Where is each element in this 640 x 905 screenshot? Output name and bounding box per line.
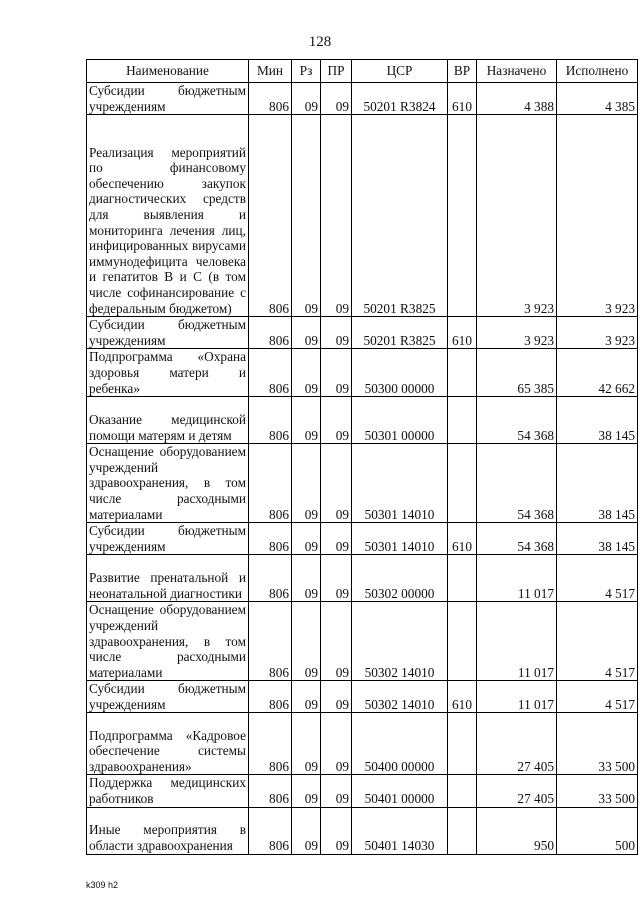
footer-code: k309 h2: [86, 880, 119, 890]
row-csr-cell: 50302 14010: [352, 681, 448, 713]
row-csr-cell: 50301 00000: [352, 397, 448, 444]
row-pr-cell: 09: [321, 602, 352, 681]
row-executed-cell: 4 517: [557, 555, 638, 602]
row-name-cell: Иные мероприятия в области здравоохранения: [87, 807, 249, 854]
row-csr-cell: 50201 R3824: [352, 83, 448, 115]
row-csr-cell: 50301 14010: [352, 444, 448, 523]
row-min-cell: 806: [249, 602, 292, 681]
row-min-cell: 806: [249, 444, 292, 523]
row-pr-cell: 09: [321, 317, 352, 349]
header-executed: Исполнено: [557, 60, 638, 83]
row-name-cell: Поддержка медицинских работников: [87, 775, 249, 807]
row-rz-cell: 09: [292, 807, 321, 854]
header-min: Мин: [249, 60, 292, 83]
row-pr-cell: 09: [321, 681, 352, 713]
row-assigned-cell: 54 368: [477, 523, 557, 555]
row-csr-cell: 50302 14010: [352, 602, 448, 681]
row-vr-cell: 610: [448, 83, 477, 115]
row-csr-cell: 50301 14010: [352, 523, 448, 555]
row-rz-cell: 09: [292, 444, 321, 523]
row-assigned-cell: 3 923: [477, 317, 557, 349]
row-rz-cell: 09: [292, 681, 321, 713]
row-rz-cell: 09: [292, 349, 321, 397]
row-assigned-cell: 11 017: [477, 681, 557, 713]
budget-table: [86, 59, 638, 855]
row-min-cell: 806: [249, 555, 292, 602]
table-row: [87, 317, 638, 349]
row-assigned-cell: 3 923: [477, 115, 557, 317]
row-csr-cell: 50302 00000: [352, 555, 448, 602]
row-executed-cell: 4 517: [557, 602, 638, 681]
row-vr-cell: [448, 807, 477, 854]
row-executed-cell: 38 145: [557, 397, 638, 444]
row-min-cell: 806: [249, 807, 292, 854]
row-executed-cell: 33 500: [557, 775, 638, 807]
row-vr-cell: [448, 555, 477, 602]
row-vr-cell: [448, 602, 477, 681]
row-pr-cell: 09: [321, 713, 352, 775]
row-executed-cell: 3 923: [557, 115, 638, 317]
header-vr: ВР: [448, 60, 477, 83]
header-name: Наименование: [87, 60, 249, 83]
row-rz-cell: 09: [292, 83, 321, 115]
row-min-cell: 806: [249, 397, 292, 444]
row-min-cell: 806: [249, 713, 292, 775]
row-min-cell: 806: [249, 775, 292, 807]
table-row: [87, 115, 638, 317]
table-row: [87, 444, 638, 523]
row-rz-cell: 09: [292, 555, 321, 602]
row-executed-cell: 4 517: [557, 681, 638, 713]
row-csr-cell: 50300 00000: [352, 349, 448, 397]
row-assigned-cell: 54 368: [477, 397, 557, 444]
row-name-cell: Субсидии бюджетным учреждениям: [87, 317, 249, 349]
row-csr-cell: 50401 00000: [352, 775, 448, 807]
row-pr-cell: 09: [321, 349, 352, 397]
row-vr-cell: 610: [448, 523, 477, 555]
table-row: [87, 602, 638, 681]
row-name-cell: Оказание медицинской помощи матерям и детям: [87, 397, 249, 444]
row-name-cell: Оснащение оборудованием учреждений здравоохранения, в том числе расходными материалами: [87, 444, 249, 523]
row-executed-cell: 38 145: [557, 523, 638, 555]
table-row: [87, 555, 638, 602]
table-row: [87, 83, 638, 115]
table-row: [87, 807, 638, 854]
row-assigned-cell: 950: [477, 807, 557, 854]
row-assigned-cell: 65 385: [477, 349, 557, 397]
row-pr-cell: 09: [321, 807, 352, 854]
row-vr-cell: [448, 349, 477, 397]
table-row: [87, 349, 638, 397]
row-assigned-cell: 11 017: [477, 602, 557, 681]
row-min-cell: 806: [249, 681, 292, 713]
row-min-cell: 806: [249, 115, 292, 317]
row-name-cell: Подпрограмма «Кадровое обеспечение системы здравоохранения»: [87, 713, 249, 775]
row-pr-cell: 09: [321, 83, 352, 115]
row-vr-cell: [448, 444, 477, 523]
row-executed-cell: 3 923: [557, 317, 638, 349]
row-pr-cell: 09: [321, 115, 352, 317]
row-name-cell: Подпрограмма «Охрана здоровья матери и ребенка»: [87, 349, 249, 397]
row-csr-cell: 50201 R3825: [352, 317, 448, 349]
row-min-cell: 806: [249, 83, 292, 115]
row-name-cell: Оснащение оборудованием учреждений здравоохранения, в том числе расходными материалами: [87, 602, 249, 681]
row-name-cell: Субсидии бюджетным учреждениям: [87, 681, 249, 713]
row-rz-cell: 09: [292, 602, 321, 681]
row-csr-cell: 50401 14030: [352, 807, 448, 854]
row-rz-cell: 09: [292, 523, 321, 555]
row-pr-cell: 09: [321, 523, 352, 555]
row-executed-cell: 4 385: [557, 83, 638, 115]
row-executed-cell: 38 145: [557, 444, 638, 523]
row-vr-cell: 610: [448, 681, 477, 713]
row-executed-cell: 500: [557, 807, 638, 854]
row-min-cell: 806: [249, 317, 292, 349]
row-rz-cell: 09: [292, 397, 321, 444]
page-number: 128: [308, 34, 332, 50]
row-assigned-cell: 54 368: [477, 444, 557, 523]
row-assigned-cell: 4 388: [477, 83, 557, 115]
table-row: [87, 775, 638, 807]
table-row: [87, 523, 638, 555]
table-header-row: [87, 60, 638, 83]
table-row: [87, 397, 638, 444]
row-name-cell: Субсидии бюджетным учреждениям: [87, 83, 249, 115]
row-name-cell: Реализация мероприятий по финансовому обеспечению закупок диагностических средств для выявления и мониторинга лечения лиц, инфицированных вирусами иммунодефицита человека и гепатитов В и С (в том числе софинансирование с федеральным бюджетом): [87, 115, 249, 317]
row-pr-cell: 09: [321, 397, 352, 444]
row-rz-cell: 09: [292, 115, 321, 317]
header-assigned: Назначено: [477, 60, 557, 83]
row-csr-cell: 50201 R3825: [352, 115, 448, 317]
table-row: [87, 713, 638, 775]
header-rz: Рз: [292, 60, 321, 83]
row-pr-cell: 09: [321, 775, 352, 807]
row-vr-cell: 610: [448, 317, 477, 349]
row-executed-cell: 33 500: [557, 713, 638, 775]
row-vr-cell: [448, 397, 477, 444]
row-min-cell: 806: [249, 349, 292, 397]
row-csr-cell: 50400 00000: [352, 713, 448, 775]
row-pr-cell: 09: [321, 555, 352, 602]
row-executed-cell: 42 662: [557, 349, 638, 397]
row-name-cell: Развитие пренатальной и неонатальной диагностики: [87, 555, 249, 602]
row-rz-cell: 09: [292, 317, 321, 349]
header-csr: ЦСР: [352, 60, 448, 83]
row-assigned-cell: 27 405: [477, 775, 557, 807]
row-assigned-cell: 11 017: [477, 555, 557, 602]
row-rz-cell: 09: [292, 775, 321, 807]
row-vr-cell: [448, 775, 477, 807]
row-pr-cell: 09: [321, 444, 352, 523]
row-min-cell: 806: [249, 523, 292, 555]
row-assigned-cell: 27 405: [477, 713, 557, 775]
row-vr-cell: [448, 713, 477, 775]
row-name-cell: Субсидии бюджетным учреждениям: [87, 523, 249, 555]
header-pr: ПР: [321, 60, 352, 83]
table-body: [87, 83, 638, 855]
table-row: [87, 681, 638, 713]
row-vr-cell: [448, 115, 477, 317]
row-rz-cell: 09: [292, 713, 321, 775]
